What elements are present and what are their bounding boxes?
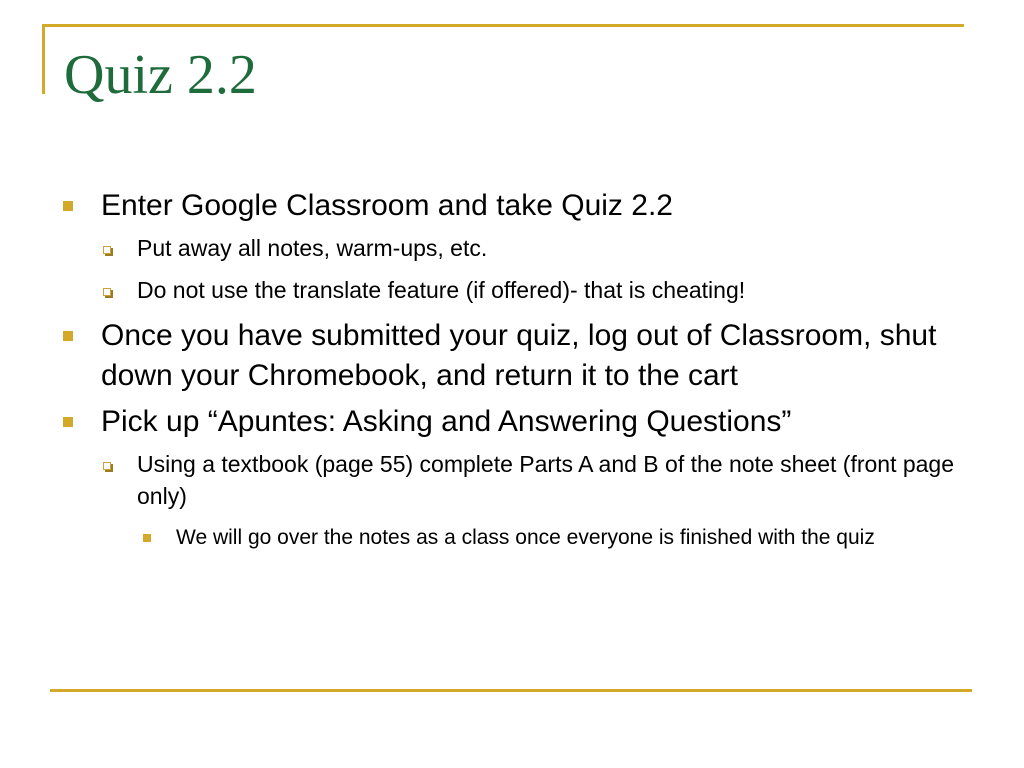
sub-bullet-text: Do not use the translate feature (if offered)- that is cheating!: [137, 277, 746, 303]
left-rule: [42, 24, 45, 94]
hollow-square-bullet-icon: [103, 246, 111, 254]
bullet-item: [60, 402, 980, 442]
square-bullet-icon: [63, 201, 73, 211]
hollow-square-bullet-icon: [103, 462, 111, 470]
sub-bullet-item: [60, 274, 980, 306]
bullet-text: Once you have submitted your quiz, log out of Classroom, shut down your Chromebook, and return it to the cart: [101, 319, 937, 392]
bullet-text: Enter Google Classroom and take Quiz 2.2: [101, 189, 673, 222]
sub-bullet-text: Put away all notes, warm-ups, etc.: [137, 235, 488, 261]
bottom-rule: [50, 689, 972, 692]
bullet-item: [60, 316, 980, 396]
square-bullet-icon: [63, 417, 73, 427]
square-bullet-icon: [143, 534, 151, 542]
slide-title: Quiz 2.2: [64, 44, 257, 106]
square-bullet-icon: [63, 331, 73, 341]
sub-sub-bullet-text: We will go over the notes as a class once everyone is finished with the quiz: [176, 526, 875, 549]
sub-bullet-item: [60, 448, 980, 512]
bullet-text: Pick up “Apuntes: Asking and Answering Questions”: [101, 405, 792, 438]
sub-bullet-item: [60, 232, 980, 264]
hollow-square-bullet-icon: [103, 288, 111, 296]
top-rule: [42, 24, 964, 27]
sub-sub-bullet-item: [60, 522, 980, 553]
bullet-item: [60, 186, 980, 226]
sub-bullet-text: Using a textbook (page 55) complete Parts A and B of the note sheet (front page only): [137, 451, 955, 509]
bullet-list: [60, 186, 980, 559]
